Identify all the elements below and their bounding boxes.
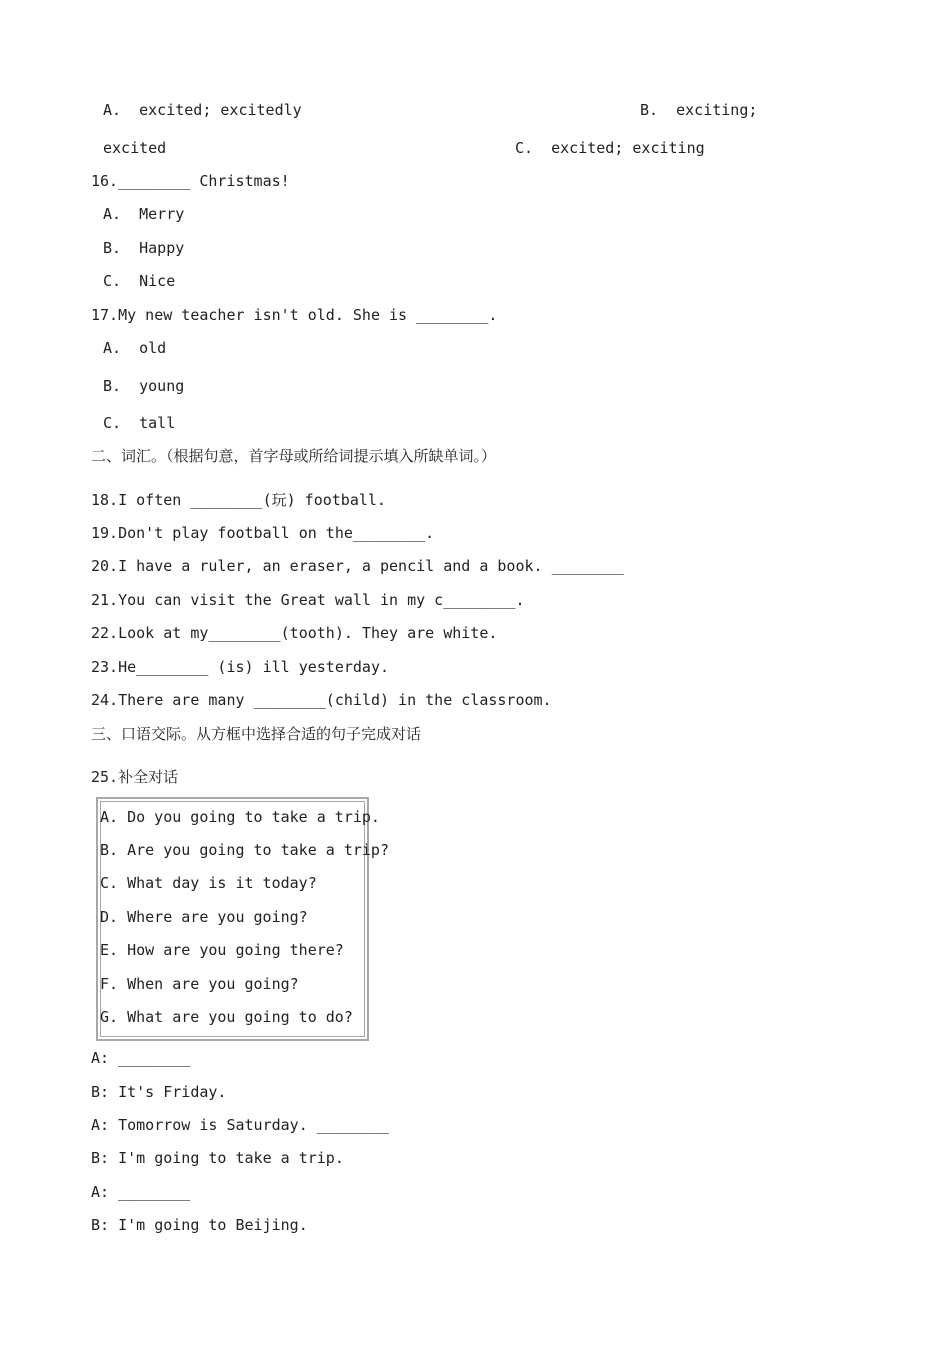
q17-option-c: C. tall	[103, 414, 176, 432]
box-option-b: B. Are you going to take a trip?	[100, 841, 389, 859]
q15-option-a: A. excited; excitedly	[103, 101, 302, 119]
box-option-f: F. When are you going?	[100, 975, 299, 993]
q17-option-a: A. old	[103, 339, 167, 357]
q17-stem: 17.My new teacher isn't old. She is ________.	[91, 306, 498, 324]
section2-heading: 二、词汇。（根据句意，首字母或所给词提示填入所缺单词。）	[91, 447, 497, 465]
q20: 20.I have a ruler, an eraser, a pencil and a book. ________	[91, 557, 624, 575]
box-option-d: D. Where are you going?	[100, 908, 308, 926]
box-option-a: A. Do you going to take a trip.	[100, 808, 380, 826]
q22: 22.Look at my________(tooth). They are white.	[91, 624, 498, 642]
dialogue-line-5: A: ________	[91, 1183, 191, 1201]
q17-option-b: B. young	[103, 377, 185, 395]
q16-stem: 16.________ Christmas!	[91, 172, 290, 190]
box-option-g: G. What are you going to do?	[100, 1008, 353, 1026]
q15-option-b: B. exciting;	[640, 101, 758, 119]
q19: 19.Don't play football on the________.	[91, 524, 435, 542]
dialogue-line-2: B: It's Friday.	[91, 1083, 227, 1101]
box-option-c: C. What day is it today?	[100, 874, 317, 892]
q23: 23.He________ (is) ill yesterday.	[91, 658, 390, 676]
q15-option-c: C. excited; exciting	[515, 139, 705, 157]
q15-option-b-continued: excited	[103, 139, 167, 157]
dialogue-line-3: A: Tomorrow is Saturday. ________	[91, 1116, 390, 1134]
q25-stem: 25.补全对话	[91, 768, 179, 786]
dialogue-line-6: B: I'm going to Beijing.	[91, 1216, 308, 1234]
box-option-e: E. How are you going there?	[100, 941, 344, 959]
q18: 18.I often ________(玩) football.	[91, 491, 386, 509]
dialogue-line-4: B: I'm going to take a trip.	[91, 1149, 344, 1167]
dialogue-line-1: A: ________	[91, 1049, 191, 1067]
q16-option-a: A. Merry	[103, 205, 185, 223]
section3-heading: 三、口语交际。从方框中选择合适的句子完成对话	[91, 725, 422, 743]
q16-option-b: B. Happy	[103, 239, 185, 257]
q24: 24.There are many ________(child) in the classroom.	[91, 691, 552, 709]
q21: 21.You can visit the Great wall in my c________.	[91, 591, 525, 609]
q16-option-c: C. Nice	[103, 272, 176, 290]
